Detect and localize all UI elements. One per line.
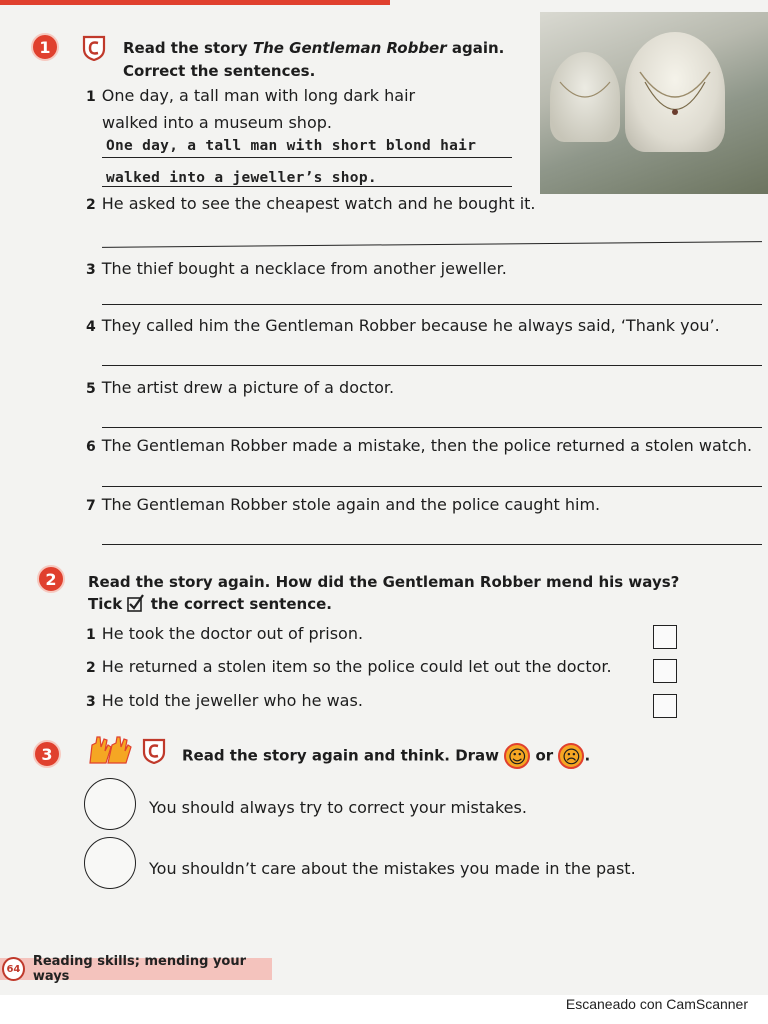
exercise-number-badge: 3 [33,740,61,768]
sentence-6: 6 The Gentleman Robber made a mistake, then the police returned a stolen watch. [86,436,753,455]
hands-icon [86,733,134,769]
sentence-5: 5 The artist drew a picture of a doctor. [86,378,395,397]
answer-line[interactable] [102,304,762,305]
sentence-4: 4 They called him the Gentleman Robber because he always said, ‘Thank you’. [86,316,720,335]
choice-2: 2 He returned a stolen item so the police could let out the doctor. [86,657,612,676]
scanner-watermark: Escaneado con CamScanner [565,996,748,1012]
checkbox-1[interactable] [653,625,677,649]
exercise-number-badge: 1 [31,33,59,61]
choice-3: 3 He told the jeweller who he was. [86,691,363,710]
happy-face-icon: ☺ [504,743,530,769]
sentence-1-line2: walked into a museum shop. [102,113,332,132]
shield-icon [142,738,166,764]
jewellery-photo [540,12,768,194]
sentence-2: 2 He asked to see the cheapest watch and he bought it. [86,194,536,213]
sad-face-icon: ☹ [558,743,584,769]
footer-label: Reading skills; mending your ways [32,954,247,984]
sentence-3: 3 The thief bought a necklace from another jeweller. [86,259,507,278]
handwritten-answer-1a: One day, a tall man with short blond hair [106,138,477,154]
page-number: 64 [2,957,25,981]
statement-1: You should always try to correct your mistakes. [149,798,527,817]
tick-box-icon [127,594,145,612]
exercise-number-badge: 2 [37,565,65,593]
draw-circle-1[interactable] [84,778,136,830]
answer-line [102,186,512,187]
top-accent-bar [0,0,390,5]
sentence-1: 1 One day, a tall man with long dark hair [86,86,416,105]
answer-line[interactable] [102,486,762,487]
exercise1-subtitle: Correct the sentences. [123,62,316,80]
footer-tag [0,954,272,984]
necklace-chains [540,12,768,194]
exercise3-title: Read the story again and think. Draw ☺ or ☹ . [182,743,590,769]
statement-2: You shouldn’t care about the mistakes you made in the past. [149,859,636,878]
answer-line[interactable] [102,544,762,545]
exercise1-title: Read the story The Gentleman Robber again. [123,39,505,57]
answer-line [102,157,512,158]
shield-icon [82,35,106,61]
answer-line[interactable] [102,241,762,248]
exercise2-instruction: Tick the correct sentence. [88,595,332,613]
exercise2-title: Read the story again. How did the Gentleman Robber mend his ways? [88,573,680,591]
answer-line[interactable] [102,365,762,366]
choice-1: 1 He took the doctor out of prison. [86,624,364,643]
handwritten-answer-1b: walked into a jeweller’s shop. [106,170,377,186]
checkbox-2[interactable] [653,659,677,683]
checkbox-3[interactable] [653,694,677,718]
sentence-7: 7 The Gentleman Robber stole again and the police caught him. [86,495,601,514]
draw-circle-2[interactable] [84,837,136,889]
answer-line[interactable] [102,427,762,428]
